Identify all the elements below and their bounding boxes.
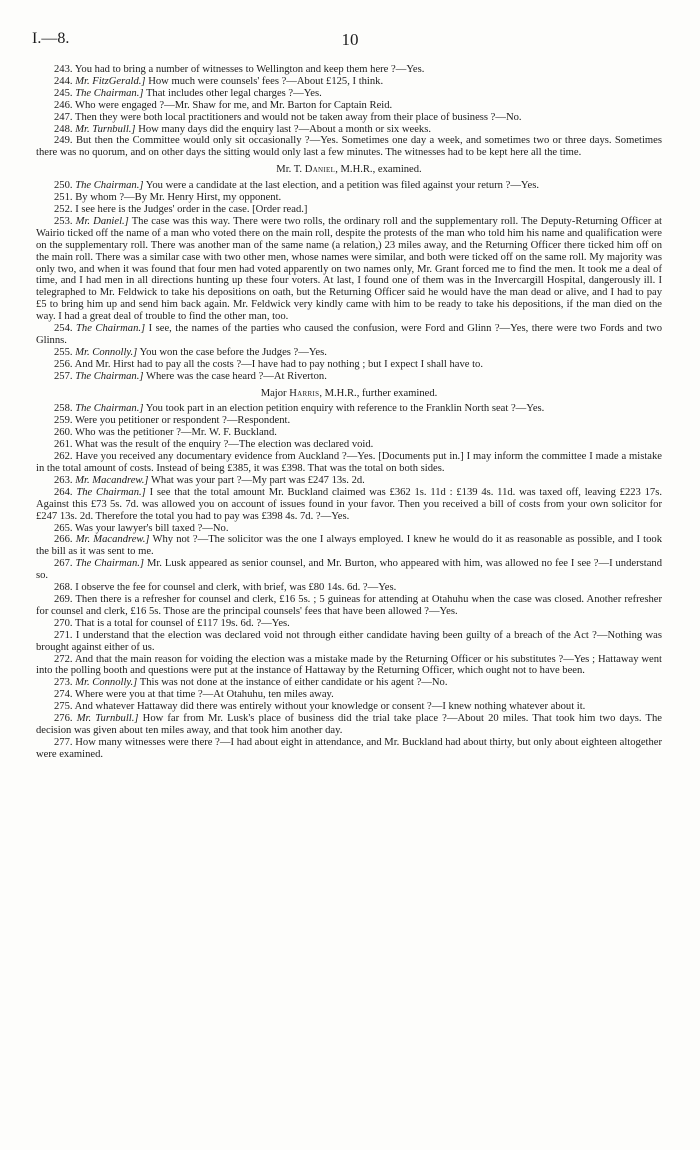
question-text: Were you petitioner or respondent ?—Respondent. [75, 415, 291, 427]
question-number: 274. [54, 689, 73, 701]
question-number: 255. [54, 346, 73, 358]
question-number: 246. [54, 99, 73, 111]
question-text: How many witnesses were there ?—I had about eight in attendance, and Mr. Buckland had about thirty, but only about eighteen altogether were examined. [36, 736, 663, 760]
question-number: 277. [54, 736, 73, 748]
question-text: Was your lawyer's bill taxed ?—No. [75, 522, 229, 534]
question-number: 269. [54, 593, 73, 605]
question-paragraph [36, 88, 662, 100]
question-text: Then they were both local practitioners and would not be taken away from their place of business ?—No. [75, 111, 522, 123]
document-reference: I.—8. [32, 30, 70, 47]
question-number: 264. [54, 486, 73, 498]
question-number: 252. [54, 203, 73, 215]
question-paragraph [36, 403, 662, 415]
question-paragraph [36, 534, 662, 558]
speaker-label: The Chairman.] [75, 180, 144, 192]
question-text: I see here is the Judges' order in the case. [Order read.] [75, 203, 308, 215]
speaker-label: The Chairman.] [76, 323, 146, 335]
page-number: 10 [341, 30, 359, 49]
speaker-label: Mr. Turnbull.] [76, 713, 139, 725]
question-paragraph [36, 439, 662, 451]
question-text: Who was the petitioner ?—Mr. W. F. Buckland. [75, 427, 277, 439]
question-number: 247. [54, 111, 73, 123]
question-number: 251. [54, 192, 73, 204]
question-paragraph [36, 415, 662, 427]
question-paragraph [36, 371, 662, 383]
question-text: You won the case before the Judges ?—Yes. [139, 346, 327, 358]
speaker-label: The Chairman.] [75, 87, 144, 99]
speaker-label: Mr. FitzGerald.] [75, 75, 146, 87]
question-text: How much were counsels' fees ?—About £125, I think. [148, 75, 384, 87]
question-number: 266. [54, 534, 73, 546]
question-paragraph [36, 112, 662, 124]
question-text: Why not ?—The solicitor was the one I always employed. I knew he would do it as reasonable as possible, and I took the bill as it was sent to me. [36, 534, 662, 558]
heading-suffix: , M.H.R., further examined. [319, 387, 438, 399]
question-number: 276. [54, 713, 73, 725]
question-paragraph [36, 180, 662, 192]
question-number: 273. [54, 677, 73, 689]
question-text: And Mr. Hirst had to pay all the costs ?—I have had to pay nothing ; but I expect I shall have to. [74, 358, 483, 370]
question-paragraph [36, 677, 662, 689]
question-number: 245. [54, 87, 73, 99]
question-number: 254. [54, 323, 73, 335]
question-paragraph [36, 451, 662, 475]
question-text: You had to bring a number of witnesses to Wellington and keep them here ?—Yes. [74, 64, 425, 75]
question-number: 259. [54, 415, 73, 427]
question-paragraph [36, 323, 662, 347]
question-paragraph [36, 135, 662, 159]
question-number: 267. [54, 558, 73, 570]
question-number: 271. [54, 629, 73, 641]
speaker-label: Mr. Turnbull.] [75, 123, 136, 135]
question-number: 261. [54, 439, 73, 451]
question-text: What was the result of the enquiry ?—The election was declared void. [75, 439, 374, 451]
question-number: 253. [54, 215, 73, 227]
question-paragraph [36, 64, 662, 76]
question-number: 250. [54, 180, 73, 192]
question-paragraph [36, 523, 662, 535]
question-paragraph [36, 475, 662, 487]
question-text: Have you received any documentary evidence from Auckland ?—Yes. [Documents put in.] I may inform the committee I made a mistake in the total amount of costs. Instead of being £385, it was £398. That was the total on both sides. [36, 451, 663, 474]
section-heading [36, 164, 662, 176]
question-paragraph [36, 204, 662, 216]
question-text: But then the Committee would only sit occasionally ?—Yes. Sometimes one day a week, and sometimes two or three days. Sometimes there was no quorum, and on other days the sitting would only last a few minutes. The witnesses had to be kept here all the time. [36, 135, 662, 159]
question-number: 262. [54, 451, 73, 463]
question-text: Where was the case heard ?—At Riverton. [145, 370, 327, 382]
question-text: You were a candidate at the last election, and a petition was filed against your return ?—Yes. [145, 180, 539, 192]
question-paragraph [36, 618, 662, 630]
question-text: You took part in an election petition enquiry with reference to the Franklin North seat ?—Yes. [145, 403, 545, 415]
section-heading [36, 388, 662, 400]
question-text: Where were you at that time ?—At Otahuhu, ten miles away. [75, 689, 334, 701]
question-paragraph [36, 630, 662, 654]
question-text: That includes other legal charges ?—Yes. [145, 87, 322, 99]
question-text: That is a total for counsel of £117 19s. 6d. ?—Yes. [75, 617, 290, 629]
question-number: 270. [54, 617, 73, 629]
question-paragraph [36, 100, 662, 112]
question-text: I understand that the election was declared void not through either candidate having been guilty of a breach of the Act ?—Nothing was brought against either of us. [36, 629, 662, 653]
question-text: What was your part ?—My part was £247 13s. 2d. [150, 474, 365, 486]
question-text: How many days did the enquiry last ?—About a month or six weeks. [138, 123, 431, 135]
question-paragraph [36, 124, 662, 136]
question-paragraph [36, 427, 662, 439]
speaker-label: The Chairman.] [76, 486, 146, 498]
question-paragraph [36, 582, 662, 594]
question-text: I see, the names of the parties who caused the confusion, were Ford and Glinn ?—Yes, there were two Fords and two Glinns. [36, 323, 663, 346]
question-number: 265. [54, 522, 73, 534]
question-paragraph [36, 76, 662, 88]
page-body [36, 64, 662, 761]
question-paragraph [36, 359, 662, 371]
speaker-label: Mr. Connolly.] [75, 346, 138, 358]
question-text: How far from Mr. Lusk's place of business did the trial take place ?—About 20 miles. That took him two days. The decision was given about ten miles away, and that took him another day. [36, 713, 662, 736]
speaker-label: The Chairman.] [75, 403, 144, 415]
question-paragraph [36, 689, 662, 701]
question-text: By whom ?—By Mr. Henry Hirst, my opponent. [75, 192, 282, 204]
heading-suffix: , M.H.R., examined. [335, 164, 422, 176]
question-paragraph [36, 558, 662, 582]
question-paragraph [36, 737, 662, 761]
question-paragraph [36, 487, 662, 523]
question-number: 248. [54, 123, 73, 135]
speaker-label: The Chairman.] [75, 558, 145, 570]
question-number: 260. [54, 427, 73, 439]
speaker-label: The Chairman.] [75, 370, 144, 382]
question-number: 257. [54, 370, 73, 382]
question-text: And whatever Hattaway did there was entirely without your knowledge or consent ?—I knew nothing whatever about it. [74, 701, 586, 713]
page-header [32, 30, 668, 52]
question-paragraph [36, 216, 662, 323]
question-paragraph [36, 713, 662, 737]
question-paragraph [36, 654, 662, 678]
question-text: This was not done at the instance of either candidate or his agent ?—No. [139, 677, 448, 689]
speaker-label: Mr. Daniel.] [75, 215, 129, 227]
speaker-label: Mr. Macandrew.] [75, 534, 150, 546]
question-text: I observe the fee for counsel and clerk, with brief, was £80 14s. 6d. ?—Yes. [75, 582, 397, 594]
question-number: 263. [54, 474, 73, 486]
question-paragraph [36, 594, 662, 618]
question-text: Who were engaged ?—Mr. Shaw for me, and Mr. Barton for Captain Reid. [75, 99, 393, 111]
witness-name: Harris [289, 387, 320, 399]
question-text: Mr. Lusk appeared as senior counsel, and Mr. Burton, who appeared with him, was allowed no fee I see ?—I understand so. [36, 558, 662, 582]
question-paragraph [36, 347, 662, 359]
heading-prefix: Mr. T. [276, 164, 303, 176]
question-paragraph [36, 192, 662, 204]
question-text: The case was this way. There were two rolls, the ordinary roll and the supplementary roll. The Deputy-Returning Officer at Wairio ticked off the name of a man who voted there on the main roll, despite the protests of the man who told him his name and qualification were on the supplementary roll. There was another man of the same name (a relation,) 23 miles away, and the Returning Officer there ticked him off on the main roll. There was a similar case with two other men, whose names were similar, and both were ticked off on the same roll. My majority was only two, and when it was found that four men had voted apparently on two names only, Mr. Grant forced me to find the men. It took me a deal of time, and I had men in all directions hunting up these four voters. At last, I found one of them was in the Invercargill Hospital, dangerously ill. I telegraphed to Mr. Feldwick to take his depositions on oath, but the Returning Officer said he would have the man dead or alive, and I had to pay £5 to bring him up and send him back again. Mr. Feldwick very kindly came with him to be ready to take his depositions, if the man died on the way. I had a great deal of trouble to find the other man, too. [36, 215, 662, 323]
heading-prefix: Major [260, 387, 287, 399]
question-text: And that the main reason for voiding the election was a mistake made by the Returning Officer or his substitutes ?—Yes ; Hattaway went into the polling booth and questions were put at the instance of Hattaway by the Returning Officer, which ought not to have been. [36, 653, 662, 677]
question-text: Then there is a refresher for counsel and clerk, £16 5s. ; 5 guineas for attending at Otahuhu when the case was closed. Another refresher for counsel and clerk, £16 5s. Those are the principal counsels' fees that have been allowed ?—Yes. [36, 593, 662, 617]
question-number: 249. [54, 135, 73, 147]
witness-name: Daniel [304, 164, 336, 176]
question-number: 258. [54, 403, 73, 415]
speaker-label: Mr. Macandrew.] [75, 474, 149, 486]
question-text: I see that the total amount Mr. Buckland claimed was £362 1s. 11d : £139 4s. 11d. was taxed off, leaving £223 17s. Against this £73 5s. 7d. was allowed you on account of issues found in your favor. Then you received a bill of costs from your own solicitor for £247 13s. 2d. Therefore the total you had to pay was £398 4s. 7d. ?—Yes. [36, 486, 662, 522]
question-paragraph [36, 701, 662, 713]
question-number: 256. [54, 358, 73, 370]
question-number: 243. [54, 64, 73, 75]
question-number: 268. [54, 582, 73, 594]
speaker-label: Mr. Connolly.] [75, 677, 138, 689]
question-number: 244. [54, 75, 73, 87]
question-number: 272. [54, 653, 73, 665]
question-number: 275. [54, 701, 73, 713]
